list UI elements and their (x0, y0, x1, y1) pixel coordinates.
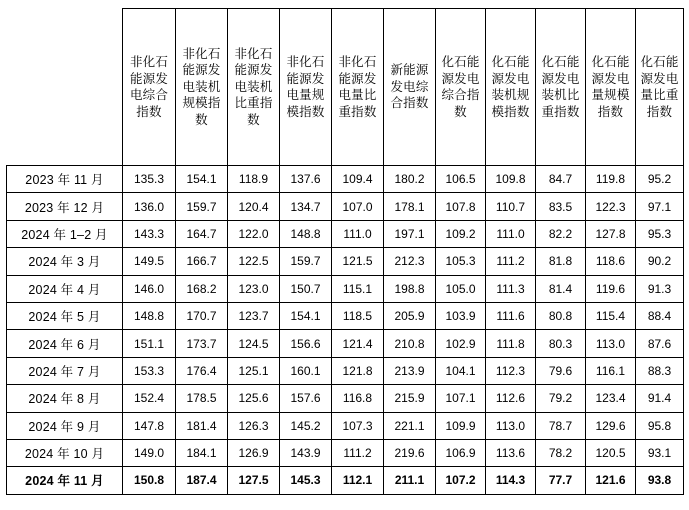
cell: 213.9 (384, 357, 436, 384)
column-header-fossil-generation-share (636, 9, 684, 166)
table-row (7, 412, 684, 439)
table-row (7, 302, 684, 329)
table-row (7, 439, 684, 466)
cell: 88.4 (636, 302, 684, 329)
cell: 164.7 (176, 220, 228, 247)
table-row (7, 357, 684, 384)
column-header-fossil-capacity-share (536, 9, 586, 166)
row-label: 2024 年 8 月 (7, 385, 123, 412)
cell: 166.7 (176, 248, 228, 275)
cell: 143.3 (123, 220, 176, 247)
column-header-label: 非化石能源发电装机比重指数 (234, 46, 273, 127)
column-header-nonfossil-capacity-share (228, 9, 280, 166)
cell: 221.1 (384, 412, 436, 439)
cell: 129.6 (586, 412, 636, 439)
cell: 127.8 (586, 220, 636, 247)
cell: 107.3 (332, 412, 384, 439)
cell: 134.7 (280, 193, 332, 220)
column-header-label: 非化石能源发电综合指数 (129, 55, 169, 119)
cell: 153.3 (123, 357, 176, 384)
row-label: 2024 年 6 月 (7, 330, 123, 357)
cell: 110.7 (486, 193, 536, 220)
energy-index-table (6, 8, 684, 495)
table-row (7, 248, 684, 275)
cell: 81.8 (536, 248, 586, 275)
row-label: 2024 年 4 月 (7, 275, 123, 302)
column-header-fossil-composite (436, 9, 486, 166)
table-header-row (7, 9, 684, 166)
cell: 112.1 (332, 467, 384, 494)
cell: 115.1 (332, 275, 384, 302)
cell: 78.2 (536, 439, 586, 466)
cell: 114.3 (486, 467, 536, 494)
cell: 122.3 (586, 193, 636, 220)
column-header-label: 非化石能源发电量规模指数 (286, 55, 325, 119)
cell: 106.9 (436, 439, 486, 466)
cell: 176.4 (176, 357, 228, 384)
table-row (7, 275, 684, 302)
cell: 126.9 (228, 439, 280, 466)
row-label: 2024 年 10 月 (7, 439, 123, 466)
row-label: 2024 年 9 月 (7, 412, 123, 439)
cell: 170.7 (176, 302, 228, 329)
cell: 84.7 (536, 166, 586, 193)
cell: 106.5 (436, 166, 486, 193)
cell: 184.1 (176, 439, 228, 466)
table-header (7, 9, 684, 166)
table-row (7, 193, 684, 220)
cell: 111.2 (332, 439, 384, 466)
cell: 198.8 (384, 275, 436, 302)
cell: 111.0 (486, 220, 536, 247)
cell: 136.0 (123, 193, 176, 220)
cell: 125.6 (228, 385, 280, 412)
cell: 77.7 (536, 467, 586, 494)
cell: 149.0 (123, 439, 176, 466)
cell: 111.2 (486, 248, 536, 275)
cell: 119.8 (586, 166, 636, 193)
cell: 109.9 (436, 412, 486, 439)
cell: 105.3 (436, 248, 486, 275)
cell: 109.8 (486, 166, 536, 193)
cell: 123.7 (228, 302, 280, 329)
row-label: 2024 年 3 月 (7, 248, 123, 275)
column-header-fossil-generation-scale (586, 9, 636, 166)
cell: 149.5 (123, 248, 176, 275)
cell: 127.5 (228, 467, 280, 494)
cell: 143.9 (280, 439, 332, 466)
row-label: 2023 年 12 月 (7, 193, 123, 220)
cell: 197.1 (384, 220, 436, 247)
cell: 95.2 (636, 166, 684, 193)
column-header-label: 非化石能源发电装机规模指数 (182, 46, 221, 127)
cell: 78.7 (536, 412, 586, 439)
cell: 109.4 (332, 166, 384, 193)
column-header-nonfossil-composite (123, 9, 176, 166)
cell: 102.9 (436, 330, 486, 357)
column-header-nonfossil-generation-share (332, 9, 384, 166)
cell: 205.9 (384, 302, 436, 329)
cell: 148.8 (123, 302, 176, 329)
cell: 87.6 (636, 330, 684, 357)
cell: 111.3 (486, 275, 536, 302)
cell: 178.5 (176, 385, 228, 412)
cell: 210.8 (384, 330, 436, 357)
cell: 124.5 (228, 330, 280, 357)
cell: 93.8 (636, 467, 684, 494)
cell: 97.1 (636, 193, 684, 220)
cell: 178.1 (384, 193, 436, 220)
cell: 82.2 (536, 220, 586, 247)
cell: 215.9 (384, 385, 436, 412)
cell: 95.8 (636, 412, 684, 439)
cell: 107.2 (436, 467, 486, 494)
cell: 80.8 (536, 302, 586, 329)
cell: 123.0 (228, 275, 280, 302)
row-label: 2024 年 11 月 (7, 467, 123, 494)
cell: 103.9 (436, 302, 486, 329)
cell: 150.7 (280, 275, 332, 302)
column-header-label: 化石能源发电综合指数 (441, 55, 480, 119)
cell: 173.7 (176, 330, 228, 357)
cell: 156.6 (280, 330, 332, 357)
cell: 211.1 (384, 467, 436, 494)
cell: 121.8 (332, 357, 384, 384)
cell: 126.3 (228, 412, 280, 439)
column-header-label: 非化石能源发电量比重指数 (338, 55, 377, 119)
column-header-label: 新能源发电综合指数 (390, 63, 429, 111)
cell: 122.5 (228, 248, 280, 275)
cell: 118.9 (228, 166, 280, 193)
cell: 111.6 (486, 302, 536, 329)
cell: 137.6 (280, 166, 332, 193)
cell: 125.1 (228, 357, 280, 384)
cell: 107.1 (436, 385, 486, 412)
cell: 168.2 (176, 275, 228, 302)
cell: 120.5 (586, 439, 636, 466)
column-header-fossil-capacity-scale (486, 9, 536, 166)
cell: 112.6 (486, 385, 536, 412)
cell: 152.4 (123, 385, 176, 412)
cell: 118.6 (586, 248, 636, 275)
cell: 105.0 (436, 275, 486, 302)
cell: 145.3 (280, 467, 332, 494)
cell: 113.0 (486, 412, 536, 439)
column-header-label: 化石能源发电量规模指数 (591, 55, 630, 119)
column-header-nonfossil-capacity-scale (176, 9, 228, 166)
cell: 81.4 (536, 275, 586, 302)
cell: 212.3 (384, 248, 436, 275)
row-label: 2023 年 11 月 (7, 166, 123, 193)
cell: 121.6 (586, 467, 636, 494)
table-row (7, 385, 684, 412)
row-label: 2024 年 1–2 月 (7, 220, 123, 247)
table-row (7, 166, 684, 193)
cell: 88.3 (636, 357, 684, 384)
cell: 111.8 (486, 330, 536, 357)
cell: 122.0 (228, 220, 280, 247)
cell: 112.3 (486, 357, 536, 384)
cell: 151.1 (123, 330, 176, 357)
cell: 159.7 (280, 248, 332, 275)
cell: 95.3 (636, 220, 684, 247)
cell: 145.2 (280, 412, 332, 439)
cell: 180.2 (384, 166, 436, 193)
cell: 187.4 (176, 467, 228, 494)
cell: 91.3 (636, 275, 684, 302)
cell: 135.3 (123, 166, 176, 193)
cell: 119.6 (586, 275, 636, 302)
cell: 79.6 (536, 357, 586, 384)
table-body (7, 166, 684, 495)
cell: 118.5 (332, 302, 384, 329)
cell: 83.5 (536, 193, 586, 220)
column-header-newenergy-composite (384, 9, 436, 166)
cell: 120.4 (228, 193, 280, 220)
cell: 113.0 (586, 330, 636, 357)
cell: 147.8 (123, 412, 176, 439)
cell: 181.4 (176, 412, 228, 439)
cell: 93.1 (636, 439, 684, 466)
table-row (7, 330, 684, 357)
cell: 109.2 (436, 220, 486, 247)
cell: 104.1 (436, 357, 486, 384)
column-header-label: 化石能源发电量比重指数 (640, 55, 679, 119)
column-header-label: 化石能源发电装机比重指数 (541, 55, 580, 119)
cell: 154.1 (176, 166, 228, 193)
cell: 107.8 (436, 193, 486, 220)
cell: 111.0 (332, 220, 384, 247)
column-header-rowlabel (7, 9, 123, 166)
cell: 219.6 (384, 439, 436, 466)
cell: 107.0 (332, 193, 384, 220)
cell: 121.4 (332, 330, 384, 357)
cell: 160.1 (280, 357, 332, 384)
cell: 116.8 (332, 385, 384, 412)
cell: 154.1 (280, 302, 332, 329)
cell: 113.6 (486, 439, 536, 466)
column-header-nonfossil-generation-scale (280, 9, 332, 166)
cell: 116.1 (586, 357, 636, 384)
cell: 80.3 (536, 330, 586, 357)
cell: 146.0 (123, 275, 176, 302)
table-row (7, 220, 684, 247)
column-header-label: 化石能源发电装机规模指数 (491, 55, 530, 119)
cell: 157.6 (280, 385, 332, 412)
cell: 150.8 (123, 467, 176, 494)
table-row-highlight (7, 467, 684, 494)
cell: 115.4 (586, 302, 636, 329)
cell: 121.5 (332, 248, 384, 275)
cell: 90.2 (636, 248, 684, 275)
cell: 91.4 (636, 385, 684, 412)
row-label: 2024 年 5 月 (7, 302, 123, 329)
row-label: 2024 年 7 月 (7, 357, 123, 384)
cell: 159.7 (176, 193, 228, 220)
cell: 79.2 (536, 385, 586, 412)
cell: 148.8 (280, 220, 332, 247)
cell: 123.4 (586, 385, 636, 412)
